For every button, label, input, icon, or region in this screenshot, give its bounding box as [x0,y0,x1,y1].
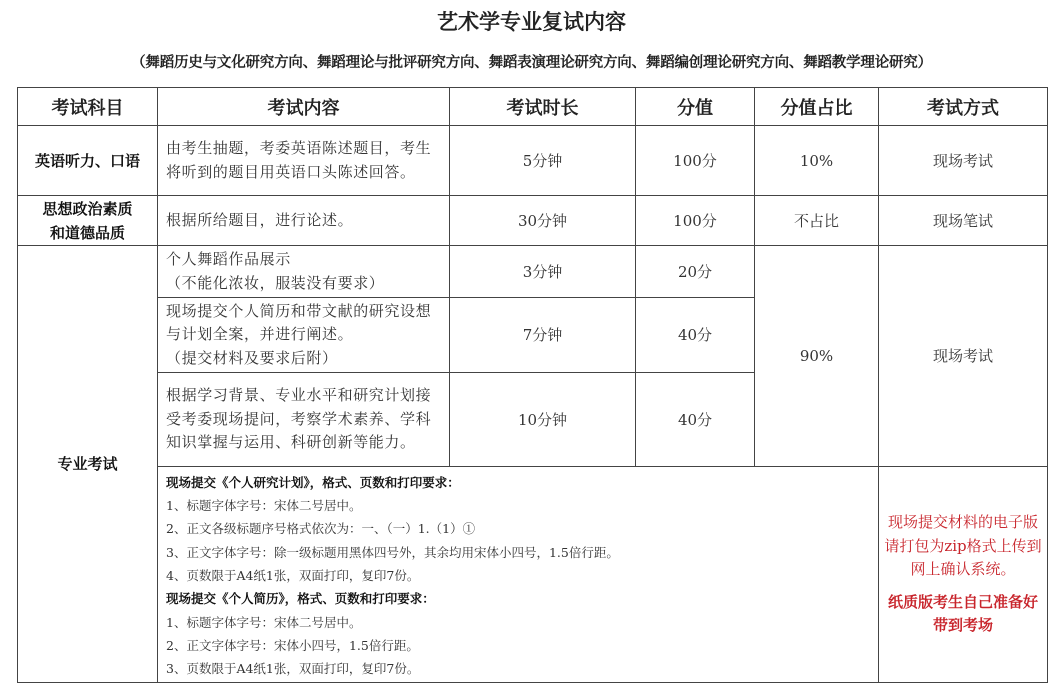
major-ratio: 90% [755,246,879,467]
major-item-3-content: 根据学习背景、专业水平和研究计划接受考委现场提问，考察学术素养、学科知识掌握与运用、科研创新等能力。 [158,372,450,466]
major-item-1-score: 20分 [636,246,755,298]
politics-method: 现场笔试 [879,196,1048,246]
header-ratio: 分值占比 [755,88,879,126]
resume-requirements-heading: 现场提交《个人简历》，格式、页数和打印要求： [166,591,435,607]
table-header-row [18,88,1048,126]
english-ratio: 10% [755,126,879,196]
plan-requirement-item: 3、正文字体字号：除一级标题用黑体四号外，其余均用宋体小四号，1.5倍行距。 [166,544,619,560]
table-row-major-1 [18,246,1048,298]
major-item-2-score: 40分 [636,298,755,373]
english-method: 现场考试 [879,126,1048,196]
table-row-english [18,126,1048,196]
resume-requirement-item: 2、正文字体字号：宋体小四号，1.5倍行距。 [166,637,419,653]
major-item-1-content [158,246,450,298]
major-item-2-duration: 7分钟 [450,298,636,373]
major-item-3-duration: 10分钟 [450,372,636,466]
major-item-1-line2: （不能化浓妆，服装没有要求） [166,273,385,292]
english-subject: 英语听力、口语 [18,126,158,196]
politics-ratio: 不占比 [755,196,879,246]
electronic-submission-note: 现场提交材料的电子版请打包为zip格式上传到网上确认系统。 [884,513,1042,578]
exam-content-table [17,87,1048,683]
english-content: 由考生抽题，考委英语陈述题目，考生将听到的题目用英语口头陈述回答。 [158,126,450,196]
table-row-politics [18,196,1048,246]
major-subject: 专业考试 [18,246,158,683]
major-item-2-line2: （提交材料及要求后附） [166,348,338,367]
header-subject: 考试科目 [18,88,158,126]
politics-subject [18,196,158,246]
major-item-1-duration: 3分钟 [450,246,636,298]
politics-subject-line2: 和道德品质 [49,223,125,242]
paper-submission-note: 纸质版考生自己准备好带到考场 [887,593,1038,635]
header-content: 考试内容 [158,88,450,126]
page-subtitle: （舞蹈历史与文化研究方向、舞蹈理论与批评研究方向、舞蹈表演理论研究方向、舞蹈编创理论研究方向、舞蹈教学理论研究） [131,54,932,71]
major-item-1-line1: 个人舞蹈作品展示 [166,250,291,269]
politics-subject-line1: 思想政治素质 [42,199,133,218]
submission-method-note [879,466,1048,683]
politics-content: 根据所给题目，进行论述。 [158,196,450,246]
major-item-2-content [158,298,450,373]
english-duration: 5分钟 [450,126,636,196]
plan-requirement-item: 4、页数限于A4纸1张，双面打印，复印7份。 [166,567,420,583]
english-score: 100分 [636,126,755,196]
resume-requirement-item: 3、页数限于A4纸1张，双面打印，复印7份。 [166,661,420,677]
submission-requirements [158,466,879,683]
major-item-2-line1: 现场提交个人简历和带文献的研究设想与计划全案，并进行阐述。 [166,302,432,344]
page-title: 艺术学专业复试内容 [437,9,626,34]
major-item-3-score: 40分 [636,372,755,466]
header-duration: 考试时长 [450,88,636,126]
header-method: 考试方式 [879,88,1048,126]
politics-score: 100分 [636,196,755,246]
header-score: 分值 [636,88,755,126]
table-row-major-notes [18,466,1048,683]
major-method: 现场考试 [879,246,1048,467]
plan-requirement-item: 2、正文各级标题序号格式依次为：一、（一）1.（1）① [166,521,476,537]
politics-duration: 30分钟 [450,196,636,246]
resume-requirement-item: 1、标题字体字号：宋体二号居中。 [166,614,362,630]
plan-requirement-item: 1、标题字体字号：宋体二号居中。 [166,498,362,514]
plan-requirements-heading: 现场提交《个人研究计划》，格式、页数和打印要求： [166,474,460,490]
